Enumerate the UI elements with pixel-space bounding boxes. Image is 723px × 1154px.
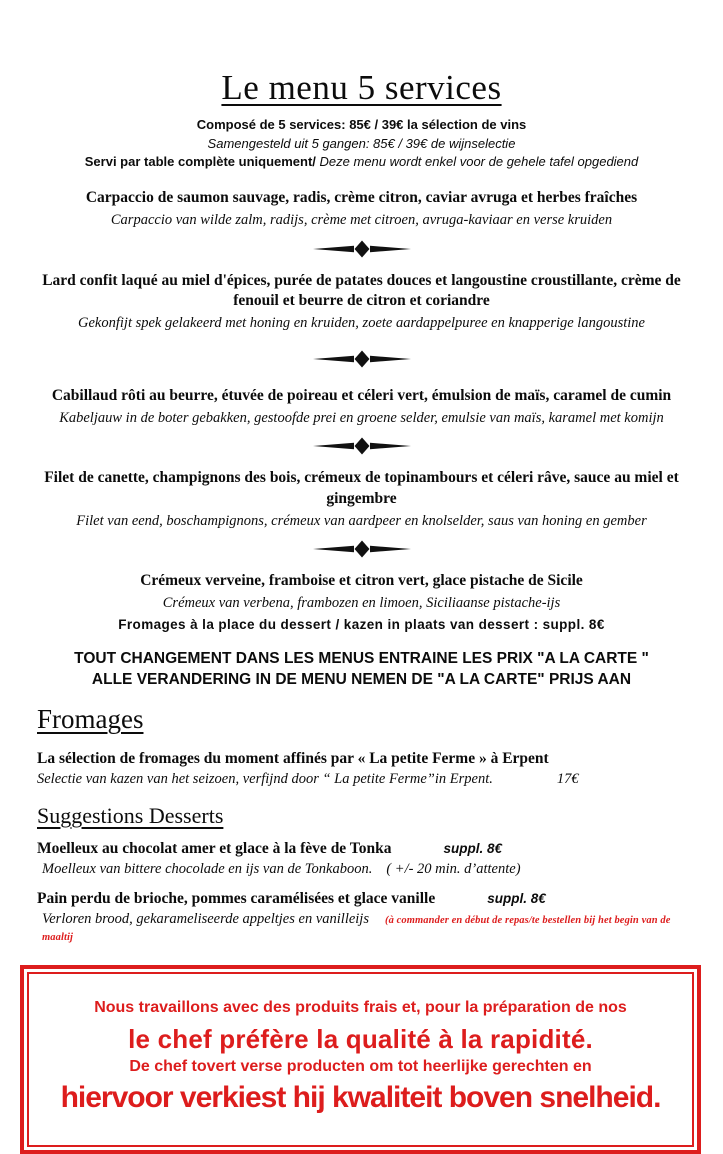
course-name-nl: Gekonfijt spek gelakeerd met honing en kruiden, zoete aardappelpuree en knapperige langoustine	[78, 315, 645, 332]
dessert-supplement: suppl. 8€	[487, 890, 546, 906]
four-point-star-rule-icon	[312, 240, 412, 258]
course-name-fr: Lard confit laqué au miel d'épices, purée de patates douces et langoustine croustillante, crème de fenouil et beurre de citron et coriandre	[42, 271, 681, 310]
course-item	[37, 571, 686, 613]
banner-line-nl-2-wrap	[5, 1081, 716, 1115]
course-name-fr: Cabillaud rôti au beurre, étuvée de poireau et céleri vert, émulsion de maïs, caramel de cumin	[51, 386, 672, 404]
banner-line-fr-2: le chef préfère la qualité à la rapidité.	[128, 1023, 593, 1054]
fromages-desc-nl: Selectie van kazen van het seizoen, verfijnd door “ La petite Ferme”in Erpent. 17€	[37, 770, 579, 787]
four-point-star-rule-icon	[312, 540, 412, 558]
cheese-supplement-note: Fromages à la place du dessert / kazen in plaats van dessert : suppl. 8€	[118, 617, 605, 633]
course-list	[37, 188, 686, 632]
course-divider	[37, 240, 686, 258]
banner-line-fr-1: Nous travaillons avec des produits frais et, pour la préparation de nos	[94, 998, 627, 1016]
dessert-item	[37, 840, 686, 878]
price-notice-nl: ALLE VERANDERING IN DE MENU NEMEN DE "A LA CARTE" PRIJS AAN	[91, 671, 632, 689]
course-item	[37, 468, 686, 531]
service-note	[37, 153, 686, 172]
course-name-fr: Crémeux verveine, framboise et citron vert, glace pistache de Sicile	[140, 572, 583, 589]
course-name-fr: Filet de canette, champignons des bois, crémeux de topinambours et céleri râve, sauce au miel et gingembre	[44, 468, 679, 507]
course-name-nl: Kabeljauw in de boter gebakken, gestoofde prei en groene selder, emulsie van maïs, karamel met komijn	[59, 409, 664, 426]
dessert-name-fr: Moelleux au chocolat amer et glace à la fève de Tonka suppl. 8€	[37, 839, 502, 857]
fromages-price: 17€	[556, 770, 579, 787]
fromages-heading: Fromages	[37, 704, 144, 735]
dessert-supplement: suppl. 8€	[443, 840, 502, 856]
course-name-nl: Carpaccio van wilde zalm, radijs, crème met citroen, avruga-kaviaar en verse kruiden	[110, 212, 613, 229]
course-item	[37, 271, 686, 334]
service-note-nl: Deze menu wordt enkel voor de gehele tafel opgediend	[315, 154, 639, 170]
course-item	[37, 188, 686, 230]
price-notice-fr: TOUT CHANGEMENT DANS LES MENUS ENTRAINE LES PRIX "A LA CARTE "	[74, 650, 649, 668]
course-divider	[37, 540, 686, 558]
four-point-star-rule-icon	[312, 437, 412, 455]
course-item	[37, 386, 686, 428]
course-divider	[37, 437, 686, 455]
desserts-heading: Suggestions Desserts	[37, 802, 224, 828]
fromages-desc-fr: La sélection de fromages du moment affinés par « La petite Ferme » à Erpent	[37, 749, 549, 767]
subtitle-fr: Composé de 5 services: 85€ / 39€ la sélection de vins	[196, 116, 527, 132]
price-notice	[37, 649, 686, 691]
dessert-name-nl: Moelleux van bittere chocolade en ijs van de Tonkaboon. ( +/- 20 min. d’attente)	[42, 860, 521, 877]
course-name-fr: Carpaccio de saumon sauvage, radis, crème citron, caviar avruga et herbes fraîches	[85, 189, 638, 207]
course-name-nl: Crémeux van verbena, frambozen en limoen, Siciliaanse pistache-ijs	[162, 594, 561, 611]
order-ahead-note: (à commander en début de repas/te bestellen bij het begin van de maaltij	[42, 914, 671, 943]
fresh-products-banner	[20, 965, 701, 1154]
wait-time-note: ( +/- 20 min. d’attente)	[386, 860, 521, 877]
service-note-fr: Servi par table complète uniquement/	[84, 154, 316, 170]
page-title	[37, 70, 686, 107]
banner-line-nl-1: De chef tovert verse producten om tot heerlijke gerechten en	[129, 1058, 592, 1076]
fresh-products-banner-inner	[27, 972, 694, 1147]
dessert-item	[37, 890, 686, 945]
course-name-nl: Filet van eend, boschampignons, crémeux van aardpeer en knolselder, saus van honing en gember	[76, 512, 647, 529]
page-title-text: Le menu 5 services	[221, 68, 502, 107]
subtitle-nl: Samengesteld uit 5 gangen: 85€ / 39€ de wijnselectie	[207, 135, 516, 151]
banner-line-nl-2: hiervoor verkiest hij kwaliteit boven snelheid.	[60, 1081, 661, 1115]
menu-subtitles	[37, 116, 686, 173]
dessert-name-nl: Verloren brood, gekarameliseerde appeltjes en vanilleijs (à commander en début de repas/te bestellen bij het begin van de maaltij	[42, 910, 671, 943]
four-point-star-rule-icon	[312, 350, 412, 368]
course-divider	[37, 350, 686, 368]
dessert-name-fr: Pain perdu de brioche, pommes caramélisées et glace vanille suppl. 8€	[37, 889, 546, 907]
